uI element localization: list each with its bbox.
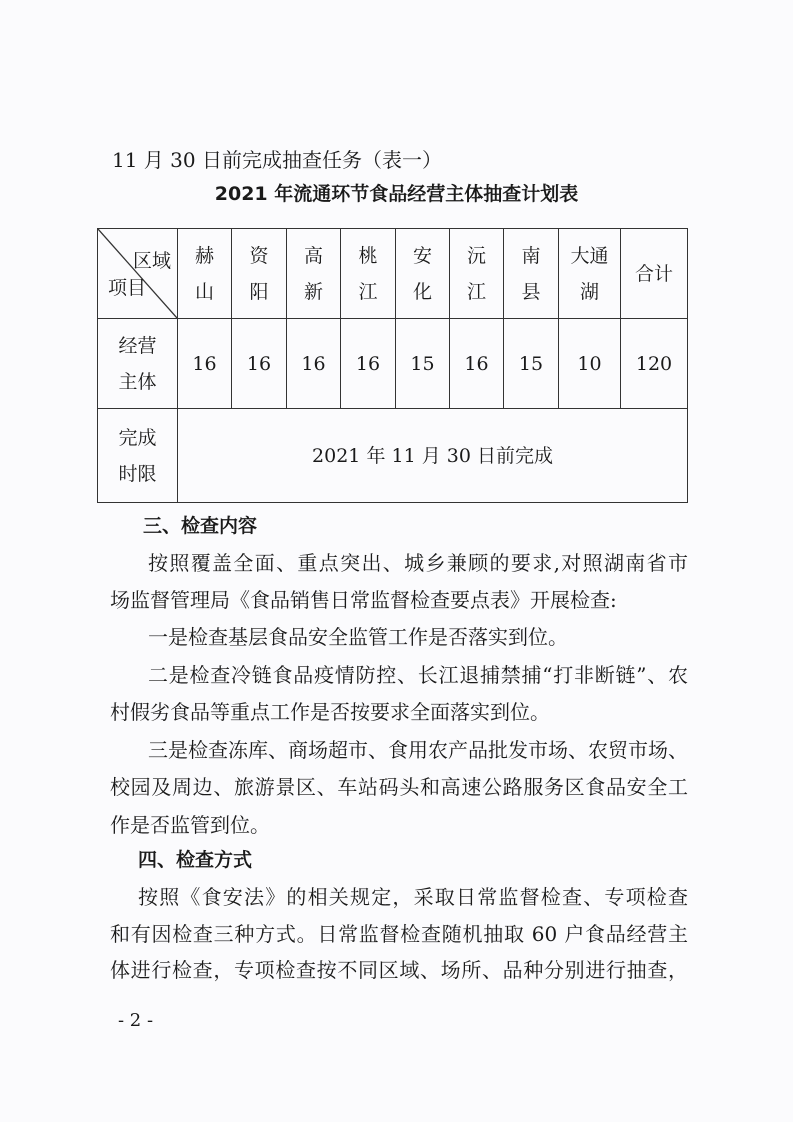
paragraph-line: 三是检查冻库、商场超市、食用农产品批发市场、农贸市场、 xyxy=(148,738,688,762)
column-header: 安 化 xyxy=(396,229,450,319)
column-header: 资 阳 xyxy=(232,229,287,319)
row-label: 完成 时限 xyxy=(98,409,178,503)
value-cell: 16 xyxy=(178,319,232,409)
table-header-row xyxy=(98,229,688,319)
page-number: - 2 - xyxy=(118,1010,154,1031)
paragraph-line: 校园及周边、旅游景区、车站码头和高速公路服务区食品安全工 xyxy=(110,775,688,799)
paragraph-line: 一是检查基层食品安全监管工作是否落实到位。 xyxy=(148,625,568,649)
paragraph-line: 按照《食安法》的相关规定，采取日常监督检查、专项检查 xyxy=(138,885,688,909)
value-cell: 16 xyxy=(287,319,341,409)
section-3-heading: 三、检查内容 xyxy=(143,515,258,537)
total-cell: 120 xyxy=(621,319,688,409)
table-title: 2021 年流通环节食品经营主体抽查计划表 xyxy=(214,183,579,205)
value-cell: 16 xyxy=(450,319,504,409)
paragraph-line: 村假劣食品等重点工作是否按要求全面落实到位。 xyxy=(110,700,550,724)
section-4-heading: 四、检查方式 xyxy=(138,849,253,871)
paragraph-line: 按照覆盖全面、重点突出、城乡兼顾的要求,对照湖南省市 xyxy=(148,551,688,575)
corner-top-label: 区域 xyxy=(132,250,171,272)
column-header: 高 新 xyxy=(287,229,341,319)
column-header: 赫 山 xyxy=(178,229,232,319)
corner-bottom-label: 项目 xyxy=(108,277,147,299)
value-cell: 15 xyxy=(504,319,559,409)
deadline-cell: 2021 年 11 月 30 日前完成 xyxy=(178,409,688,503)
value-cell: 16 xyxy=(341,319,396,409)
row-label: 经营 主体 xyxy=(98,319,178,409)
value-cell: 15 xyxy=(396,319,450,409)
table-row xyxy=(98,409,688,503)
column-header: 桃 江 xyxy=(341,229,396,319)
column-header: 大通 湖 xyxy=(559,229,621,319)
paragraph-line: 二是检查冷链食品疫情防控、长江退捕禁捕“打非断链”、农 xyxy=(148,663,688,687)
inspection-plan-table xyxy=(97,228,688,503)
paragraph-line: 场监督管理局《食品销售日常监督检查要点表》开展检查: xyxy=(110,588,617,612)
column-header: 南 县 xyxy=(504,229,559,319)
table-row xyxy=(98,319,688,409)
column-header: 沅 江 xyxy=(450,229,504,319)
intro-line: 11 月 30 日前完成抽查任务（表一） xyxy=(112,148,442,172)
corner-header-cell xyxy=(98,229,177,318)
total-header: 合计 xyxy=(621,229,688,319)
paragraph-line: 作是否监管到位。 xyxy=(110,813,270,837)
value-cell: 10 xyxy=(559,319,621,409)
paragraph-line: 体进行检查，专项检查按不同区域、场所、品种分别进行抽查， xyxy=(110,958,688,982)
value-cell: 16 xyxy=(232,319,287,409)
paragraph-line: 和有因检查三种方式。日常监督检查随机抽取 60 户食品经营主 xyxy=(110,922,688,946)
